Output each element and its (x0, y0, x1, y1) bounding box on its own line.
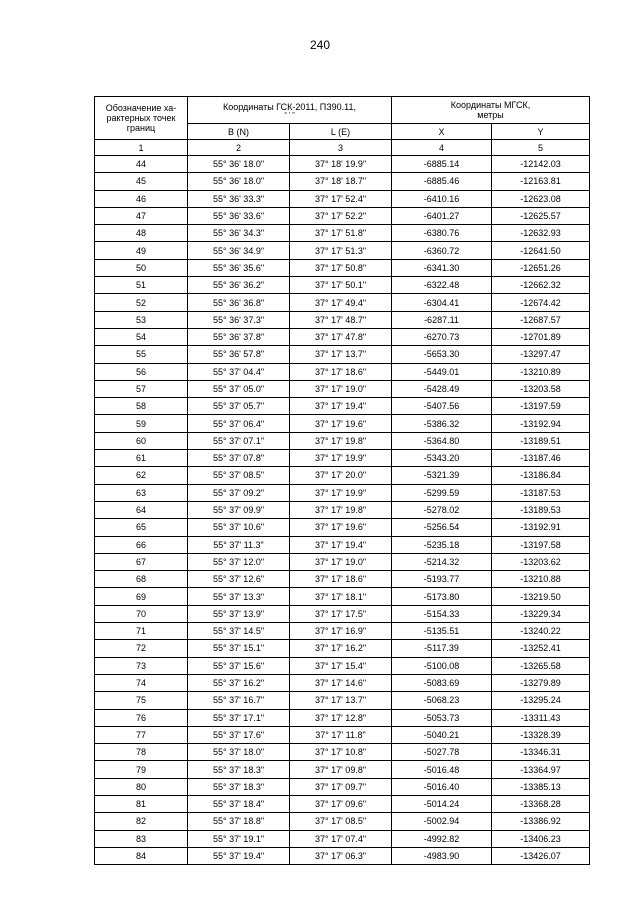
point-label-header: Обозначение ха- рактерных точек границ (95, 97, 188, 140)
y-coordinate-cell: -13406.23 (492, 830, 590, 847)
table-row (95, 277, 590, 294)
y-coordinate-cell: -13386.92 (492, 813, 590, 830)
latitude-cell: 55° 37' 19.1" (188, 830, 290, 847)
x-coordinate-cell: -5016.40 (392, 778, 492, 795)
point-id-cell: 64 (95, 501, 188, 518)
longitude-cell: 37° 17' 19.9" (290, 484, 392, 501)
y-coordinate-cell: -13240.22 (492, 623, 590, 640)
longitude-cell: 37° 17' 17.5" (290, 605, 392, 622)
x-coordinate-cell: -5428.49 (392, 380, 492, 397)
x-coordinate-cell: -6380.76 (392, 225, 492, 242)
latitude-cell: 55° 37' 05.0" (188, 380, 290, 397)
table-row (95, 795, 590, 812)
table-row (95, 623, 590, 640)
y-coordinate-cell: -13229.34 (492, 605, 590, 622)
latitude-cell: 55° 36' 34.9" (188, 242, 290, 259)
latitude-cell: 55° 36' 35.6" (188, 259, 290, 276)
latitude-cell: 55° 37' 19.4" (188, 847, 290, 864)
y-coordinate-cell: -13192.94 (492, 415, 590, 432)
point-id-cell: 44 (95, 156, 188, 173)
x-coordinate-cell: -5386.32 (392, 415, 492, 432)
y-coordinate-cell: -13252.41 (492, 640, 590, 657)
x-coordinate-cell: -4983.90 (392, 847, 492, 864)
longitude-cell: 37° 17' 07.4" (290, 830, 392, 847)
x-coordinate-cell: -6322.48 (392, 277, 492, 294)
y-coordinate-cell: -12142.03 (492, 156, 590, 173)
x-coordinate-cell: -6270.73 (392, 328, 492, 345)
col-b-header: B (N) (188, 124, 290, 140)
latitude-cell: 55° 37' 13.9" (188, 605, 290, 622)
point-id-cell: 69 (95, 588, 188, 605)
y-coordinate-cell: -13203.62 (492, 553, 590, 570)
latitude-cell: 55° 36' 34.3" (188, 225, 290, 242)
longitude-cell: 37° 17' 13.7" (290, 692, 392, 709)
latitude-cell: 55° 36' 33.6" (188, 207, 290, 224)
point-id-cell: 74 (95, 674, 188, 691)
x-coordinate-cell: -5027.78 (392, 744, 492, 761)
latitude-cell: 55° 36' 36.2" (188, 277, 290, 294)
latitude-cell: 55° 36' 57.8" (188, 346, 290, 363)
table-row (95, 657, 590, 674)
point-id-cell: 53 (95, 311, 188, 328)
x-coordinate-cell: -5083.69 (392, 674, 492, 691)
longitude-cell: 37° 17' 18.1" (290, 588, 392, 605)
latitude-cell: 55° 37' 08.5" (188, 467, 290, 484)
y-coordinate-cell: -13328.39 (492, 726, 590, 743)
table-row (95, 605, 590, 622)
point-id-cell: 51 (95, 277, 188, 294)
point-id-cell: 82 (95, 813, 188, 830)
x-coordinate-cell: -5002.94 (392, 813, 492, 830)
table-row (95, 294, 590, 311)
longitude-cell: 37° 18' 19.9" (290, 156, 392, 173)
x-coordinate-cell: -5016.48 (392, 761, 492, 778)
point-id-cell: 66 (95, 536, 188, 553)
table-header (95, 97, 590, 156)
latitude-cell: 55° 37' 10.6" (188, 519, 290, 536)
table-row (95, 813, 590, 830)
x-coordinate-cell: -5135.51 (392, 623, 492, 640)
longitude-cell: 37° 17' 15.4" (290, 657, 392, 674)
y-coordinate-cell: -12674.42 (492, 294, 590, 311)
y-coordinate-cell: -13189.51 (492, 432, 590, 449)
y-coordinate-cell: -13187.53 (492, 484, 590, 501)
point-id-cell: 57 (95, 380, 188, 397)
x-coordinate-cell: -6885.46 (392, 173, 492, 190)
col-y-header: Y (492, 124, 590, 140)
longitude-cell: 37° 17' 19.6" (290, 415, 392, 432)
x-coordinate-cell: -5068.23 (392, 692, 492, 709)
y-coordinate-cell: -13186.84 (492, 467, 590, 484)
latitude-cell: 55° 37' 11.3" (188, 536, 290, 553)
column-number-row (95, 140, 590, 156)
x-coordinate-cell: -5299.59 (392, 484, 492, 501)
x-coordinate-cell: -5407.56 (392, 398, 492, 415)
point-id-cell: 48 (95, 225, 188, 242)
longitude-cell: 37° 17' 18.6" (290, 571, 392, 588)
y-coordinate-cell: -12687.57 (492, 311, 590, 328)
x-coordinate-cell: -5100.08 (392, 657, 492, 674)
latitude-cell: 55° 37' 15.1" (188, 640, 290, 657)
longitude-cell: 37° 17' 52.4" (290, 190, 392, 207)
table-row (95, 346, 590, 363)
longitude-cell: 37° 17' 09.8" (290, 761, 392, 778)
x-coordinate-cell: -5053.73 (392, 709, 492, 726)
table-row (95, 501, 590, 518)
point-id-cell: 76 (95, 709, 188, 726)
col-x-header: X (392, 124, 492, 140)
point-id-cell: 59 (95, 415, 188, 432)
longitude-cell: 37° 17' 06.3" (290, 847, 392, 864)
point-id-cell: 67 (95, 553, 188, 570)
x-coordinate-cell: -5214.32 (392, 553, 492, 570)
point-id-cell: 52 (95, 294, 188, 311)
table-row (95, 588, 590, 605)
longitude-cell: 37° 17' 19.9" (290, 450, 392, 467)
point-id-cell: 68 (95, 571, 188, 588)
longitude-cell: 37° 17' 19.8" (290, 501, 392, 518)
x-coordinate-cell: -6287.11 (392, 311, 492, 328)
y-coordinate-cell: -13311.43 (492, 709, 590, 726)
x-coordinate-cell: -5235.18 (392, 536, 492, 553)
table-row (95, 242, 590, 259)
x-coordinate-cell: -5117.39 (392, 640, 492, 657)
point-id-cell: 80 (95, 778, 188, 795)
x-coordinate-cell: -5653.30 (392, 346, 492, 363)
point-id-cell: 45 (95, 173, 188, 190)
y-coordinate-cell: -13279.89 (492, 674, 590, 691)
latitude-cell: 55° 37' 15.6" (188, 657, 290, 674)
longitude-cell: 37° 17' 50.1" (290, 277, 392, 294)
table-row (95, 467, 590, 484)
table-body (95, 156, 590, 865)
latitude-cell: 55° 37' 17.6" (188, 726, 290, 743)
page-number: 240 (309, 38, 331, 52)
table-row (95, 415, 590, 432)
table-row (95, 156, 590, 173)
point-id-cell: 54 (95, 328, 188, 345)
x-coordinate-cell: -6341.30 (392, 259, 492, 276)
x-coordinate-cell: -5193.77 (392, 571, 492, 588)
latitude-cell: 55° 37' 18.8" (188, 813, 290, 830)
longitude-cell: 37° 17' 19.8" (290, 432, 392, 449)
point-id-cell: 72 (95, 640, 188, 657)
x-coordinate-cell: -5321.39 (392, 467, 492, 484)
table-row (95, 225, 590, 242)
longitude-cell: 37° 17' 49.4" (290, 294, 392, 311)
point-id-cell: 75 (95, 692, 188, 709)
longitude-cell: 37° 17' 51.8" (290, 225, 392, 242)
table-row (95, 328, 590, 345)
table-row (95, 761, 590, 778)
latitude-cell: 55° 36' 37.3" (188, 311, 290, 328)
latitude-cell: 55° 37' 09.2" (188, 484, 290, 501)
y-coordinate-cell: -12651.26 (492, 259, 590, 276)
point-id-cell: 79 (95, 761, 188, 778)
point-id-cell: 60 (95, 432, 188, 449)
y-coordinate-cell: -12632.93 (492, 225, 590, 242)
longitude-cell: 37° 17' 47.8" (290, 328, 392, 345)
y-coordinate-cell: -13210.88 (492, 571, 590, 588)
y-coordinate-cell: -13203.58 (492, 380, 590, 397)
point-id-cell: 47 (95, 207, 188, 224)
y-coordinate-cell: -13197.58 (492, 536, 590, 553)
longitude-cell: 37° 17' 16.9" (290, 623, 392, 640)
point-id-cell: 81 (95, 795, 188, 812)
table-row (95, 709, 590, 726)
table-row (95, 778, 590, 795)
table-row (95, 207, 590, 224)
latitude-cell: 55° 37' 07.8" (188, 450, 290, 467)
table-row (95, 553, 590, 570)
longitude-cell: 37° 18' 18.7" (290, 173, 392, 190)
table-row (95, 363, 590, 380)
y-coordinate-cell: -13219.50 (492, 588, 590, 605)
latitude-cell: 55° 37' 13.3" (188, 588, 290, 605)
x-coordinate-cell: -5014.24 (392, 795, 492, 812)
latitude-cell: 55° 37' 09.9" (188, 501, 290, 518)
y-coordinate-cell: -13197.59 (492, 398, 590, 415)
point-id-cell: 83 (95, 830, 188, 847)
latitude-cell: 55° 37' 18.3" (188, 778, 290, 795)
x-coordinate-cell: -4992.82 (392, 830, 492, 847)
y-coordinate-cell: -12662.32 (492, 277, 590, 294)
table-row (95, 519, 590, 536)
table-row (95, 692, 590, 709)
table-row (95, 847, 590, 864)
longitude-cell: 37° 17' 50.8" (290, 259, 392, 276)
table-row (95, 484, 590, 501)
latitude-cell: 55° 37' 18.3" (188, 761, 290, 778)
y-coordinate-cell: -13265.58 (492, 657, 590, 674)
table-row (95, 640, 590, 657)
x-coordinate-cell: -6401.27 (392, 207, 492, 224)
longitude-cell: 37° 17' 09.7" (290, 778, 392, 795)
table-row (95, 744, 590, 761)
y-coordinate-cell: -13189.53 (492, 501, 590, 518)
y-coordinate-cell: -13187.46 (492, 450, 590, 467)
latitude-cell: 55° 37' 18.0" (188, 744, 290, 761)
column-number: 5 (492, 140, 590, 156)
mgsk-coordinates-header: Координаты МГСК, метры (392, 97, 590, 124)
y-coordinate-cell: -13346.31 (492, 744, 590, 761)
y-coordinate-cell: -13192.91 (492, 519, 590, 536)
table-row (95, 311, 590, 328)
point-id-cell: 71 (95, 623, 188, 640)
latitude-cell: 55° 36' 36.8" (188, 294, 290, 311)
point-id-cell: 49 (95, 242, 188, 259)
latitude-cell: 55° 37' 16.7" (188, 692, 290, 709)
table-row (95, 380, 590, 397)
column-number: 4 (392, 140, 492, 156)
x-coordinate-cell: -5173.80 (392, 588, 492, 605)
longitude-cell: 37° 17' 19.0" (290, 380, 392, 397)
x-coordinate-cell: -6410.16 (392, 190, 492, 207)
latitude-cell: 55° 37' 17.1" (188, 709, 290, 726)
longitude-cell: 37° 17' 12.8" (290, 709, 392, 726)
longitude-cell: 37° 17' 08.5" (290, 813, 392, 830)
x-coordinate-cell: -5278.02 (392, 501, 492, 518)
longitude-cell: 37° 17' 52.2" (290, 207, 392, 224)
point-id-cell: 62 (95, 467, 188, 484)
longitude-cell: 37° 17' 19.4" (290, 536, 392, 553)
table-row (95, 450, 590, 467)
point-id-cell: 84 (95, 847, 188, 864)
table-row (95, 259, 590, 276)
longitude-cell: 37° 17' 13.7" (290, 346, 392, 363)
table-row (95, 726, 590, 743)
latitude-cell: 55° 37' 12.0" (188, 553, 290, 570)
latitude-cell: 55° 37' 05.7" (188, 398, 290, 415)
latitude-cell: 55° 37' 16.2" (188, 674, 290, 691)
longitude-cell: 37° 17' 16.2" (290, 640, 392, 657)
x-coordinate-cell: -6304.41 (392, 294, 492, 311)
latitude-cell: 55° 37' 18.4" (188, 795, 290, 812)
longitude-cell: 37° 17' 51.3" (290, 242, 392, 259)
point-id-cell: 55 (95, 346, 188, 363)
point-id-cell: 63 (95, 484, 188, 501)
column-number: 1 (95, 140, 188, 156)
x-coordinate-cell: -6360.72 (392, 242, 492, 259)
y-coordinate-cell: -13364.97 (492, 761, 590, 778)
point-id-cell: 46 (95, 190, 188, 207)
y-coordinate-cell: -13368.28 (492, 795, 590, 812)
table-row (95, 674, 590, 691)
latitude-cell: 55° 37' 12.6" (188, 571, 290, 588)
x-coordinate-cell: -5154.33 (392, 605, 492, 622)
longitude-cell: 37° 17' 10.8" (290, 744, 392, 761)
x-coordinate-cell: -5343.20 (392, 450, 492, 467)
latitude-cell: 55° 36' 37.8" (188, 328, 290, 345)
longitude-cell: 37° 17' 20.0" (290, 467, 392, 484)
table-row (95, 571, 590, 588)
table-row (95, 536, 590, 553)
y-coordinate-cell: -13295.24 (492, 692, 590, 709)
x-coordinate-cell: -5256.54 (392, 519, 492, 536)
point-id-cell: 70 (95, 605, 188, 622)
latitude-cell: 55° 36' 18.0" (188, 156, 290, 173)
y-coordinate-cell: -12641.50 (492, 242, 590, 259)
x-coordinate-cell: -6885.14 (392, 156, 492, 173)
longitude-cell: 37° 17' 18.6" (290, 363, 392, 380)
longitude-cell: 37° 17' 19.4" (290, 398, 392, 415)
y-coordinate-cell: -13210.89 (492, 363, 590, 380)
y-coordinate-cell: -13426.07 (492, 847, 590, 864)
y-coordinate-cell: -12163.81 (492, 173, 590, 190)
longitude-cell: 37° 17' 11.8" (290, 726, 392, 743)
longitude-cell: 37° 17' 19.0" (290, 553, 392, 570)
y-coordinate-cell: -12625.57 (492, 207, 590, 224)
table-row (95, 190, 590, 207)
gsk-coordinates-header: Координаты ГСК-2011, ПЗ90.11, ° ' " (188, 97, 392, 124)
point-id-cell: 61 (95, 450, 188, 467)
longitude-cell: 37° 17' 09.6" (290, 795, 392, 812)
longitude-cell: 37° 17' 48.7" (290, 311, 392, 328)
x-coordinate-cell: -5364.80 (392, 432, 492, 449)
table-row (95, 173, 590, 190)
table-row (95, 398, 590, 415)
column-number: 2 (188, 140, 290, 156)
y-coordinate-cell: -12623.08 (492, 190, 590, 207)
point-id-cell: 50 (95, 259, 188, 276)
point-id-cell: 77 (95, 726, 188, 743)
x-coordinate-cell: -5449.01 (392, 363, 492, 380)
coordinates-table (94, 96, 590, 865)
col-l-header: L (E) (290, 124, 392, 140)
table-row (95, 830, 590, 847)
longitude-cell: 37° 17' 19.6" (290, 519, 392, 536)
latitude-cell: 55° 36' 18.0" (188, 173, 290, 190)
latitude-cell: 55° 37' 04.4" (188, 363, 290, 380)
point-id-cell: 65 (95, 519, 188, 536)
latitude-cell: 55° 37' 07.1" (188, 432, 290, 449)
y-coordinate-cell: -12701.89 (492, 328, 590, 345)
y-coordinate-cell: -13385.13 (492, 778, 590, 795)
latitude-cell: 55° 37' 06.4" (188, 415, 290, 432)
x-coordinate-cell: -5040.21 (392, 726, 492, 743)
units-symbols: ° ' " (284, 111, 295, 119)
y-coordinate-cell: -13297.47 (492, 346, 590, 363)
table-row (95, 432, 590, 449)
point-id-cell: 78 (95, 744, 188, 761)
column-number: 3 (290, 140, 392, 156)
point-id-cell: 58 (95, 398, 188, 415)
point-id-cell: 73 (95, 657, 188, 674)
latitude-cell: 55° 37' 14.5" (188, 623, 290, 640)
longitude-cell: 37° 17' 14.6" (290, 674, 392, 691)
latitude-cell: 55° 36' 33.3" (188, 190, 290, 207)
point-id-cell: 56 (95, 363, 188, 380)
